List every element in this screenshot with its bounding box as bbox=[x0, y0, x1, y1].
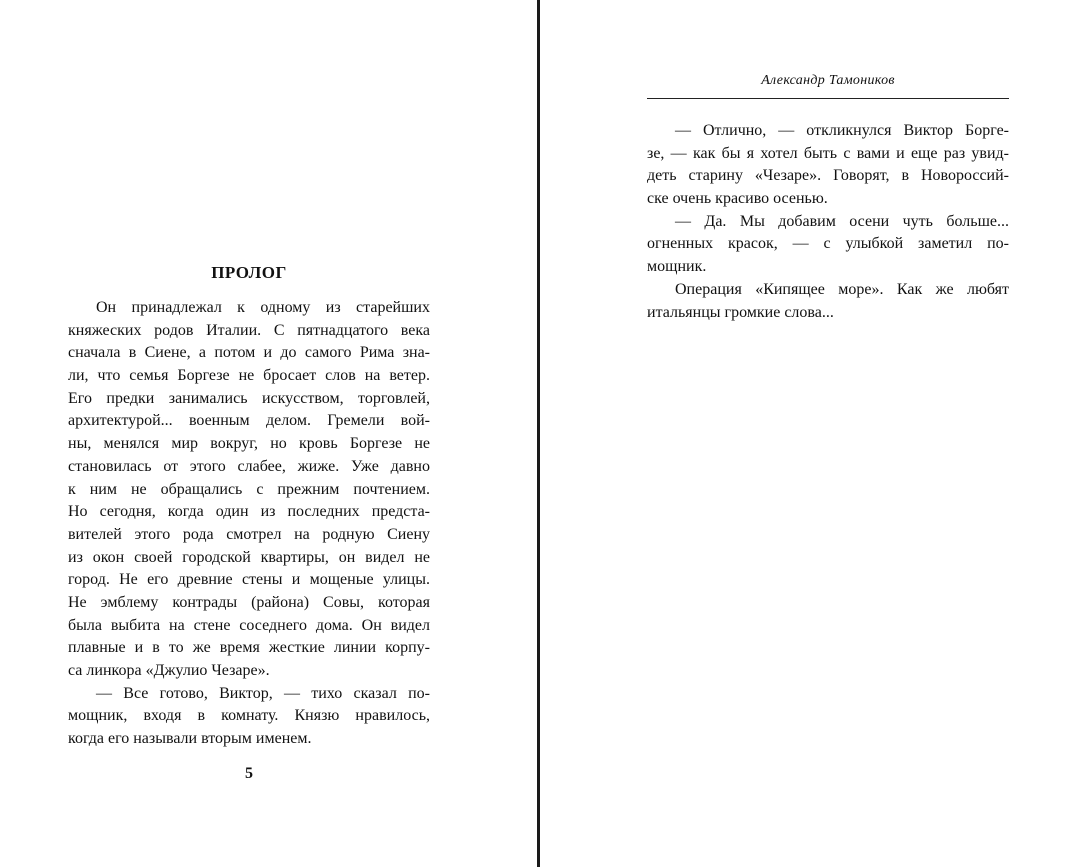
chapter-title: ПРОЛОГ bbox=[211, 263, 287, 282]
text-line: плавные и в то же время жесткие линии корпу- bbox=[68, 639, 430, 657]
text-line: сначала в Сиене, а потом и до самого Рима зна- bbox=[68, 344, 430, 362]
text-line: — Все готово, Виктор, — тихо сказал по- bbox=[96, 684, 430, 702]
text-line: зе, — как бы я хотел быть с вами и еще раз увид- bbox=[647, 144, 1009, 162]
text-line: город. Не его древние стены и мощеные улицы. bbox=[68, 571, 430, 589]
text-line: ске очень красиво осенью. bbox=[647, 190, 828, 208]
book-spine bbox=[537, 0, 540, 867]
text-line: к ним не обращались с прежним почтением. bbox=[68, 480, 430, 498]
right-page-text bbox=[647, 120, 1009, 324]
page-number: 5 bbox=[245, 765, 253, 782]
text-line: — Да. Мы добавим осени чуть больше... bbox=[675, 212, 1009, 230]
text-line: из окон своей городской квартиры, он видел не bbox=[68, 548, 430, 566]
text-line: Не эмблему контрады (района) Совы, которая bbox=[68, 593, 430, 611]
text-line: архитектурой... военным делом. Гремели вой- bbox=[68, 412, 430, 430]
running-head-author: Александр Тамоников bbox=[761, 73, 895, 88]
text-line: мощник, входя в комнату. Князю нравилось, bbox=[68, 707, 430, 725]
text-line: становилась от этого слабее, жиже. Уже давно bbox=[68, 457, 430, 475]
right-page bbox=[541, 0, 1079, 867]
text-line: когда его называли вторым именем. bbox=[68, 730, 312, 748]
text-line: Но сегодня, когда один из последних предста- bbox=[68, 503, 430, 521]
text-line: была выбита на стене соседнего дома. Он видел bbox=[68, 616, 430, 634]
text-line: Операция «Кипящее море». Как же любят bbox=[675, 280, 1009, 298]
text-line: Его предки занимались искусством, торговлей, bbox=[68, 389, 430, 407]
text-line: вителей этого рода смотрел на родную Сиену bbox=[68, 525, 430, 543]
text-line: огненных красок, — с улыбкой заметил по- bbox=[647, 235, 1009, 253]
text-line: мощник. bbox=[647, 258, 707, 276]
left-page-text bbox=[68, 297, 430, 751]
text-line: деть старину «Чезаре». Говорят, в Новороссий- bbox=[647, 167, 1009, 185]
running-head-rule bbox=[647, 98, 1009, 99]
text-line: итальянцы громкие слова... bbox=[647, 303, 834, 321]
text-line: са линкора «Джулио Чезаре». bbox=[68, 662, 270, 679]
text-line: ли, что семья Боргезе не бросает слов на ветер. bbox=[68, 367, 430, 385]
text-line: княжеских родов Италии. С пятнадцатого века bbox=[68, 321, 430, 339]
text-line: — Отлично, — откликнулся Виктор Борге- bbox=[675, 122, 1009, 139]
text-line: ны, менялся мир вокруг, но кровь Боргезе не bbox=[68, 435, 430, 453]
text-line: Он принадлежал к одному из старейших bbox=[96, 299, 430, 316]
left-page bbox=[0, 0, 538, 867]
